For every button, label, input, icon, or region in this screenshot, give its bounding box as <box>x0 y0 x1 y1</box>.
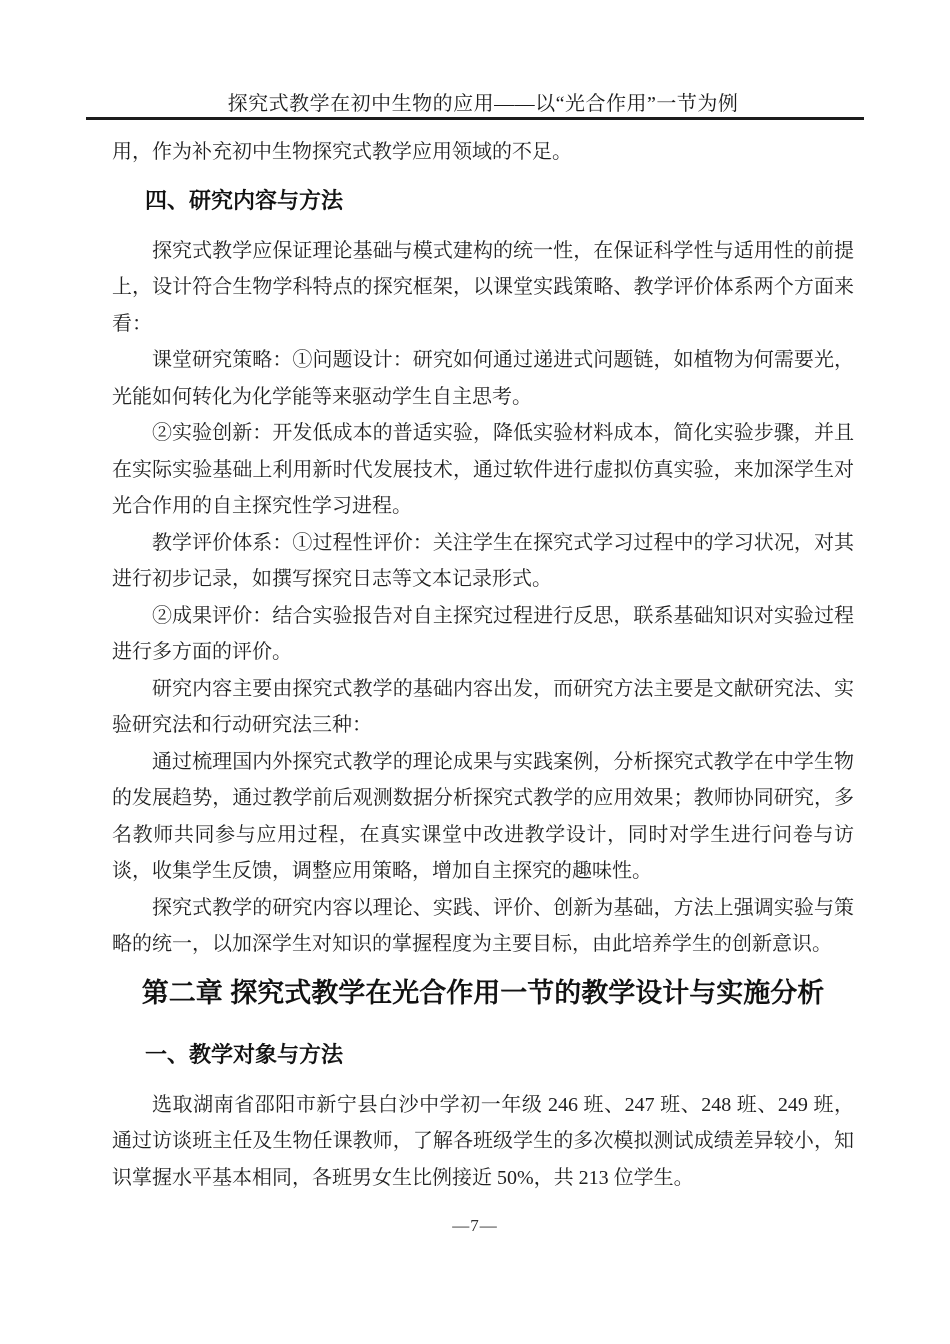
page-footer <box>0 1216 950 1236</box>
body-paragraph: 通过梳理国内外探究式教学的理论成果与实践案例，分析探究式教学在中学生物的发展趋势，通过教学前后观测数据分析探究式教学的应用效果；教师协同研究，多名教师共同参与应用过程，在真实课堂中改进教学设计，同时对学生进行问卷与访谈，收集学生反馈，调整应用策略，增加自主探究的趣味性。 <box>112 750 854 882</box>
page-number: —7— <box>452 1216 498 1235</box>
header-divider <box>86 117 864 120</box>
body-paragraph: 研究内容主要由探究式教学的基础内容出发，而研究方法主要是文献研究法、实验研究法和行动研究法三种： <box>112 677 854 736</box>
running-header-title: 探究式教学在初中生物的应用——以“光合作用”一节为例 <box>227 93 739 115</box>
body-paragraph: 探究式教学应保证理论基础与模式建构的统一性，在保证科学性与适用性的前提上，设计符合生物学科特点的探究框架，以课堂实践策略、教学评价体系两个方面来看： <box>112 239 854 335</box>
body-paragraph: 探究式教学的研究内容以理论、实践、评价、创新为基础，方法上强调实验与策略的统一，以加深学生对知识的掌握程度为主要目标，由此培养学生的创新意识。 <box>112 896 854 955</box>
section-heading: 四、研究内容与方法 <box>145 187 344 213</box>
chapter-heading: 第二章 探究式教学在光合作用一节的教学设计与实施分析 <box>141 977 825 1008</box>
body-paragraph: ②成果评价：结合实验报告对自主探究过程进行反思，联系基础知识对实验过程进行多方面的评价。 <box>112 604 854 663</box>
document-body <box>112 134 854 1196</box>
section-heading: 一、教学对象与方法 <box>145 1041 344 1067</box>
body-paragraph: 选取湖南省邵阳市新宁县白沙中学初一年级 246 班、247 班、248 班、249 班，通过访谈班主任及生物任课教师，了解各班级学生的多次模拟测试成绩差异较小，知识掌握水平基本相同，各班男女生比例接近 50%，共 213 位学生。 <box>112 1093 854 1189</box>
running-header <box>112 92 854 116</box>
body-paragraph: 用，作为补充初中生物探究式教学应用领域的不足。 <box>112 141 572 163</box>
body-paragraph: 课堂研究策略：①问题设计：研究如何通过递进式问题链，如植物为何需要光，光能如何转化为化学能等来驱动学生自主思考。 <box>112 349 854 408</box>
body-paragraph: ②实验创新：开发低成本的普适实验，降低实验材料成本，简化实验步骤，并且在实际实验基础上利用新时代发展技术，通过软件进行虚拟仿真实验，来加深学生对光合作用的自主探究性学习进程。 <box>112 422 854 517</box>
body-paragraph: 教学评价体系：①过程性评价：关注学生在探究式学习过程中的学习状况，对其进行初步记录，如撰写探究日志等文本记录形式。 <box>112 531 854 590</box>
